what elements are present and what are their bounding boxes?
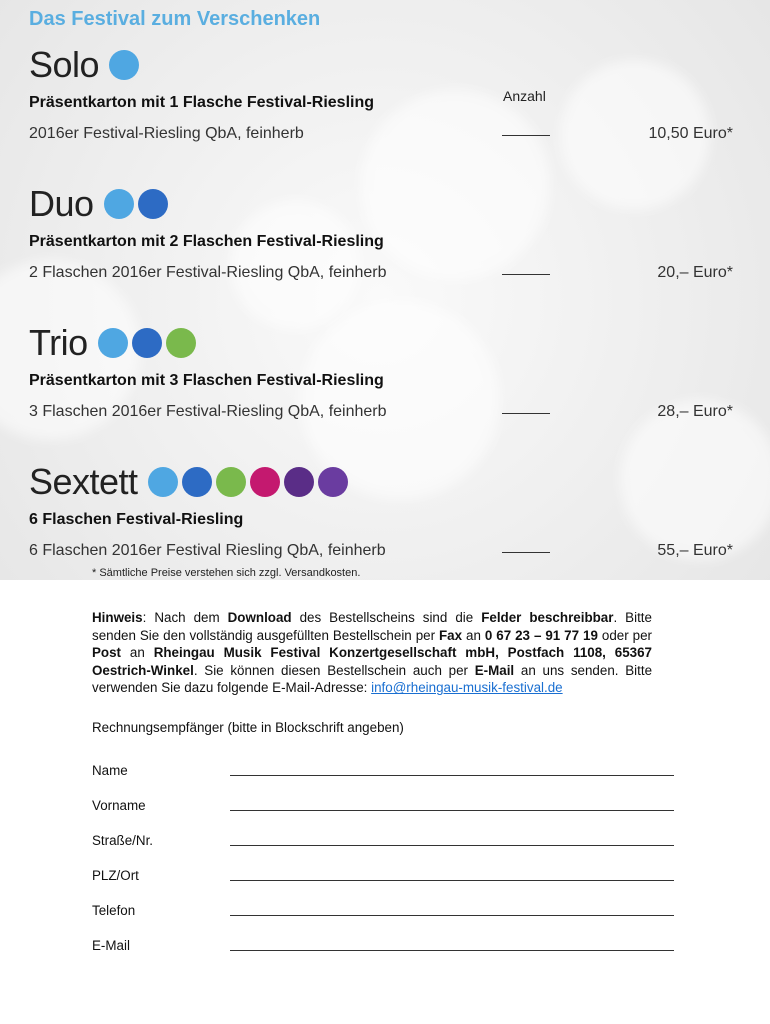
telefon-field[interactable] (230, 915, 674, 916)
quantity-field[interactable] (502, 135, 550, 136)
product-name: Duo (29, 183, 94, 224)
strasse-field[interactable] (230, 845, 674, 846)
order-form (92, 609, 653, 953)
field-label: Straße/Nr. (92, 833, 154, 848)
field-label: PLZ/Ort (92, 868, 139, 883)
page-title: Das Festival zum Verschenken (29, 8, 321, 30)
product-subtitle: Präsentkarton mit 3 Flaschen Festival-Riesling (29, 372, 384, 389)
plz-ort-field[interactable] (230, 880, 674, 881)
product-description: 2016er Festival-Riesling QbA, feinherb (29, 125, 304, 142)
product-price: 20,– Euro* (657, 264, 733, 281)
bottle-dots (98, 328, 200, 358)
dot-icon (182, 467, 212, 497)
bottle-dots (104, 189, 172, 219)
dot-icon (148, 467, 178, 497)
dot-icon (250, 467, 280, 497)
product-subtitle: Präsentkarton mit 2 Flaschen Festival-Riesling (29, 233, 384, 250)
product-price: 28,– Euro* (657, 403, 733, 420)
product-description: 2 Flaschen 2016er Festival-Riesling QbA, feinherb (29, 264, 387, 281)
name-field[interactable] (230, 775, 674, 776)
product-price: 10,50 Euro* (648, 125, 733, 142)
dot-icon (98, 328, 128, 358)
quantity-column-header: Anzahl (503, 88, 546, 104)
form-field-strasse (92, 832, 682, 850)
dot-icon (166, 328, 196, 358)
product-trio (29, 323, 749, 423)
field-label: Vorname (92, 798, 146, 813)
vorname-field[interactable] (230, 810, 674, 811)
product-description: 3 Flaschen 2016er Festival-Riesling QbA, feinherb (29, 403, 387, 420)
field-label: E-Mail (92, 938, 130, 953)
bottle-dots (109, 50, 143, 80)
product-description: 6 Flaschen 2016er Festival Riesling QbA, feinherb (29, 542, 386, 559)
product-solo (29, 45, 749, 145)
quantity-field[interactable] (502, 413, 550, 414)
dot-icon (104, 189, 134, 219)
product-name: Trio (29, 322, 88, 363)
form-field-vorname (92, 797, 682, 815)
price-footnote: * Sämtliche Preise verstehen sich zzgl. Versandkosten. (92, 567, 361, 579)
email-field[interactable] (230, 950, 674, 951)
dot-icon (284, 467, 314, 497)
product-name: Solo (29, 44, 100, 85)
field-label: Telefon (92, 903, 136, 918)
product-duo (29, 184, 749, 284)
product-name: Sextett (29, 461, 138, 502)
form-field-email (92, 937, 682, 955)
form-field-name (92, 762, 682, 780)
form-field-telefon (92, 902, 682, 920)
product-sextett (29, 462, 749, 562)
product-subtitle: Präsentkarton mit 1 Flasche Festival-Riesling (29, 94, 375, 111)
product-price: 55,– Euro* (657, 542, 733, 559)
dot-icon (318, 467, 348, 497)
form-field-plz-ort (92, 867, 682, 885)
field-label: Name (92, 763, 128, 778)
email-link[interactable]: info@rheingau-musik-festival.de (371, 680, 563, 696)
quantity-field[interactable] (502, 552, 550, 553)
product-subtitle: 6 Flaschen Festival-Riesling (29, 511, 244, 528)
dot-icon (138, 189, 168, 219)
notice-paragraph: Hinweis: Nach dem Download des Bestellscheins sind die Felder beschreibbar. Bitte senden Sie den vollständig ausgefüllten Bestellschein per Fax an 0 67 23 – 91 77 19 oder per Post an Rheingau Musik Festival Konzertgesellschaft mbH, Postfach 1108, 65367 Oestrich-Winkel. Sie können diesen Bestellschein auch per E-Mail an uns senden. Bitte verwenden Sie dazu folgende E-Mail-Adresse: info@rheingau-musik-festival.de (92, 610, 653, 696)
bottle-dots (148, 467, 352, 497)
dot-icon (109, 50, 139, 80)
recipient-heading: Rechnungsempfänger (bitte in Blockschrift angeben) (92, 719, 404, 735)
dot-icon (132, 328, 162, 358)
dot-icon (216, 467, 246, 497)
quantity-field[interactable] (502, 274, 550, 275)
